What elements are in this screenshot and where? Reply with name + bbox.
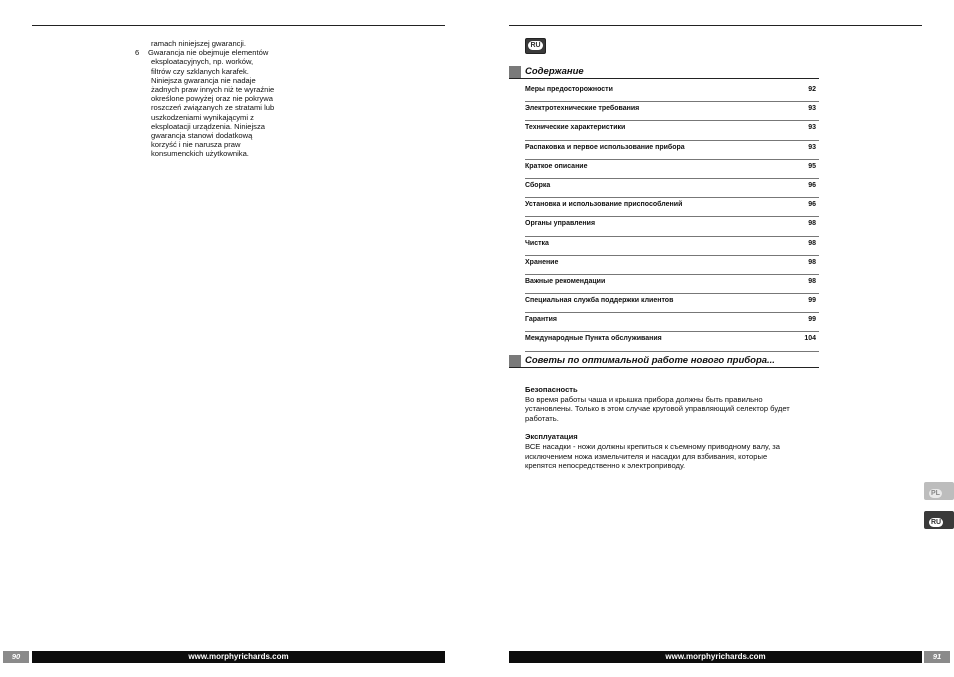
list-number: 6: [135, 48, 140, 58]
toc-label: Электротехнические требования: [525, 105, 640, 113]
toc-row[interactable]: [525, 256, 819, 275]
toc-page: 98: [808, 277, 816, 285]
toc-row[interactable]: [525, 217, 819, 236]
text-line: określone powyżej oraz nie pokrywa: [151, 94, 273, 104]
toc-label: Распаковка и первое использование прибора: [525, 143, 685, 151]
text-line: gwarancja stanowi dodatkową: [151, 131, 253, 141]
tips-body: [525, 385, 815, 471]
text-line: żadnych praw innych niż te wyraźnie: [151, 85, 275, 95]
toc-label: Чистка: [525, 239, 549, 247]
toc-label: Специальная служба поддержки клиентов: [525, 297, 674, 305]
text-line: Во время работы чаша и крышка прибора должны быть правильно: [525, 394, 763, 404]
spacer: [525, 423, 815, 432]
toc-label: Органы управления: [525, 220, 596, 228]
toc-label: Меры предосторожности: [525, 86, 613, 93]
warranty-text: [135, 39, 295, 159]
text-line: работать.: [525, 413, 559, 423]
right-footer-url[interactable]: www.morphyrichards.com: [509, 651, 922, 663]
language-badge-ru: [525, 38, 546, 54]
text-line: крепятся непосредственно к электроприводу.: [525, 461, 686, 471]
text-line: ВСЕ насадки - ножи должны крепиться к съемному приводному валу, за: [525, 441, 781, 451]
toc-row[interactable]: [525, 102, 819, 121]
toc-label: Важные рекомендации: [525, 277, 606, 285]
toc-row[interactable]: [525, 160, 819, 179]
contents-heading: [509, 66, 819, 79]
text-line: konsumenckich użytkownika.: [151, 149, 249, 159]
toc-row[interactable]: [525, 332, 819, 351]
section-square-icon: [509, 66, 521, 78]
side-tab-pl-label: PL: [931, 490, 940, 497]
toc-row[interactable]: [525, 313, 819, 332]
toc-row[interactable]: [525, 198, 819, 217]
left-footer-url[interactable]: www.morphyrichards.com: [32, 651, 445, 663]
toc-page: 96: [808, 181, 816, 189]
text-line: Niniejsza gwarancja nie nadaje: [151, 75, 256, 85]
text-line: ramach niniejszej gwarancji.: [151, 39, 246, 48]
right-page-number: 91: [924, 651, 950, 663]
toc-page: 92: [808, 86, 816, 93]
toc-row[interactable]: [525, 141, 819, 160]
tips-heading: [509, 355, 819, 368]
toc-page: 95: [808, 162, 816, 170]
text-line: korzyść i nie narusza praw: [151, 140, 241, 150]
toc-page: 99: [808, 316, 816, 324]
left-top-rule: [32, 25, 445, 26]
toc-row[interactable]: [525, 275, 819, 294]
toc-page: 93: [808, 143, 816, 151]
side-tab-ru[interactable]: [924, 511, 954, 529]
toc-page: 98: [808, 239, 816, 247]
text-line: установлены. Только в этом случае круговой управляющий селектор будет: [525, 404, 790, 414]
toc-page: 93: [808, 105, 816, 113]
list-item: [135, 48, 295, 57]
language-badge-label: RU: [530, 42, 541, 49]
table-of-contents: [525, 83, 819, 352]
safety-heading: Безопасность: [525, 385, 578, 394]
text-line: Gwarancja nie obejmuje elementów: [148, 48, 269, 58]
toc-page: 98: [808, 258, 816, 266]
text-line: исключением ножа измельчителя и насадки для взбивания, которые: [525, 451, 768, 461]
toc-label: Краткое описание: [525, 162, 588, 170]
toc-page: 104: [804, 335, 816, 343]
toc-label: Гарантия: [525, 316, 557, 324]
section-square-icon: [509, 355, 521, 367]
text-line: roszczeń związanych ze stratami lub: [151, 103, 275, 113]
right-top-rule: [509, 25, 922, 26]
operation-heading: Эксплуатация: [525, 432, 578, 442]
toc-row[interactable]: [525, 237, 819, 256]
side-tab-ru-label: RU: [931, 519, 942, 526]
contents-title: Содержание: [525, 66, 584, 77]
toc-row[interactable]: [525, 294, 819, 313]
toc-row[interactable]: [525, 83, 819, 102]
toc-row[interactable]: [525, 121, 819, 140]
toc-label: Сборка: [525, 181, 551, 189]
side-tab-pl[interactable]: [924, 482, 954, 500]
text-line: uszkodzeniami wynikającymi z: [151, 112, 254, 122]
toc-page: 98: [808, 220, 816, 228]
toc-page: 96: [808, 201, 816, 209]
toc-row[interactable]: [525, 179, 819, 198]
toc-label: Установка и использование приспособлений: [525, 201, 683, 209]
text-line: filtrów czy szklanych karafek.: [151, 66, 249, 76]
toc-page: 99: [808, 297, 816, 305]
tips-title: Советы по оптимальной работе нового прибора...: [525, 355, 775, 366]
toc-label: Хранение: [525, 258, 559, 266]
toc-page: 93: [808, 124, 816, 132]
toc-label: Технические характеристики: [525, 124, 626, 132]
toc-label: Международные Пункта обслуживания: [525, 335, 662, 343]
left-page-number: 90: [3, 651, 29, 663]
text-line: eksploatacyjnych, np. worków,: [151, 57, 254, 67]
text-line: eksploatacji urządzenia. Niniejsza: [151, 121, 265, 131]
